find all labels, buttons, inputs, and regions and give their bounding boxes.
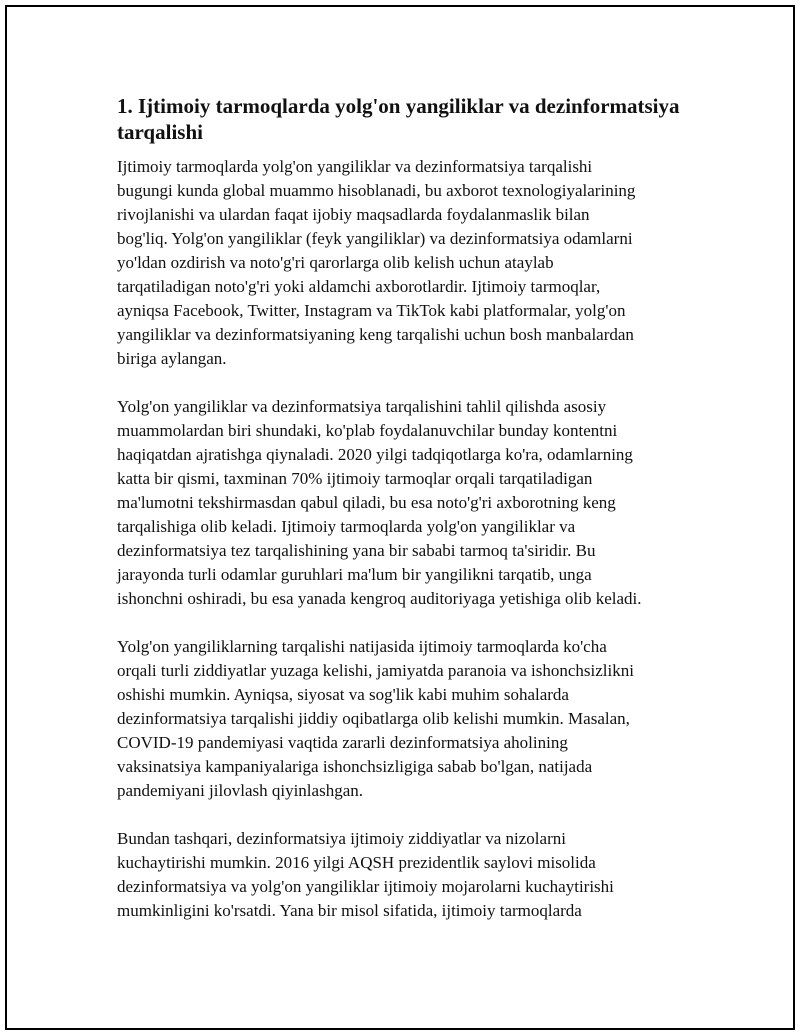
text-line: haqiqatdan ajratishga qiynaladi. 2020 yilgi tadqiqotlarga ko'ra, odamlarning (117, 445, 633, 464)
paragraph-3 (117, 635, 692, 803)
text-line: Yolg'on yangiliklar va dezinformatsiya tarqalishini tahlil qilishda asosiy (117, 397, 607, 416)
text-line: yo'ldan ozdirish va noto'g'ri qarorlarga olib kelish uchun ataylab (117, 253, 554, 272)
text-line: Bundan tashqari, dezinformatsiya ijtimoiy ziddiyatlar va nizolarni (117, 829, 566, 848)
document-body (117, 93, 692, 947)
text-line: yangiliklar va dezinformatsiyaning keng tarqalishi uchun bosh manbalardan (117, 325, 634, 344)
heading-line: tarqalishi (117, 120, 203, 144)
text-line: bog'liq. Yolg'on yangiliklar (feyk yangiliklar) va dezinformatsiya odamlarni (117, 229, 633, 248)
text-line: ayniqsa Facebook, Twitter, Instagram va TikTok kabi platformalar, yolg'on (117, 301, 626, 320)
text-line: pandemiyani jilovlash qiyinlashgan. (117, 781, 363, 800)
text-line: ma'lumotni tekshirmasdan qabul qiladi, bu esa noto'g'ri axborotning keng (117, 493, 616, 512)
heading-line: 1. Ijtimoiy tarmoqlarda yolg'on yangiliklar va dezinformatsiya (117, 94, 680, 118)
text-line: dezinformatsiya tarqalishi jiddiy oqibatlarga olib kelishi mumkin. Masalan, (117, 709, 630, 728)
paragraph-4 (117, 827, 692, 923)
text-line: tarqatiladigan noto'g'ri yoki aldamchi axborotlardir. Ijtimoiy tarmoqlar, (117, 277, 601, 296)
paragraph-2 (117, 395, 692, 611)
text-line: Yolg'on yangiliklarning tarqalishi natijasida ijtimoiy tarmoqlarda ko'cha (117, 637, 607, 656)
text-line: ishonchni oshiradi, bu esa yanada kengroq auditoriyaga yetishiga olib keladi. (117, 589, 642, 608)
text-line: vaksinatsiya kampaniyalariga ishonchsizligiga sabab bo'lgan, natijada (117, 757, 593, 776)
text-line: orqali turli ziddiyatlar yuzaga kelishi, jamiyatda paranoia va ishonchsizlikni (117, 661, 634, 680)
text-line: dezinformatsiya tez tarqalishining yana bir sababi tarmoq ta'siridir. Bu (117, 541, 596, 560)
text-line: COVID-19 pandemiyasi vaqtida zararli dezinformatsiya aholining (117, 733, 568, 752)
paragraph-1 (117, 155, 692, 371)
text-line: oshishi mumkin. Ayniqsa, siyosat va sog'lik kabi muhim sohalarda (117, 685, 569, 704)
text-line: Ijtimoiy tarmoqlarda yolg'on yangiliklar va dezinformatsiya tarqalishi (117, 157, 593, 176)
text-line: tarqalishiga olib keladi. Ijtimoiy tarmoqlarda yolg'on yangiliklar va (117, 517, 576, 536)
section-heading (117, 93, 692, 145)
text-line: rivojlanishi va ulardan faqat ijobiy maqsadlarda foydalanmaslik bilan (117, 205, 590, 224)
text-line: biriga aylangan. (117, 349, 227, 368)
text-line: muammolardan biri shundaki, ko'plab foydalanuvchilar bunday kontentni (117, 421, 618, 440)
text-line: jarayonda turli odamlar guruhlari ma'lum bir yangilikni tarqatib, unga (117, 565, 592, 584)
text-line: dezinformatsiya va yolg'on yangiliklar ijtimoiy mojarolarni kuchaytirishi (117, 877, 614, 896)
text-line: katta bir qismi, taxminan 70% ijtimoiy tarmoqlar orqali tarqatiladigan (117, 469, 593, 488)
text-line: mumkinligini ko'rsatdi. Yana bir misol sifatida, ijtimoiy tarmoqlarda (117, 901, 582, 920)
text-line: bugungi kunda global muammo hisoblanadi, bu axborot texnologiyalarining (117, 181, 636, 200)
text-line: kuchaytirishi mumkin. 2016 yilgi AQSH prezidentlik saylovi misolida (117, 853, 596, 872)
